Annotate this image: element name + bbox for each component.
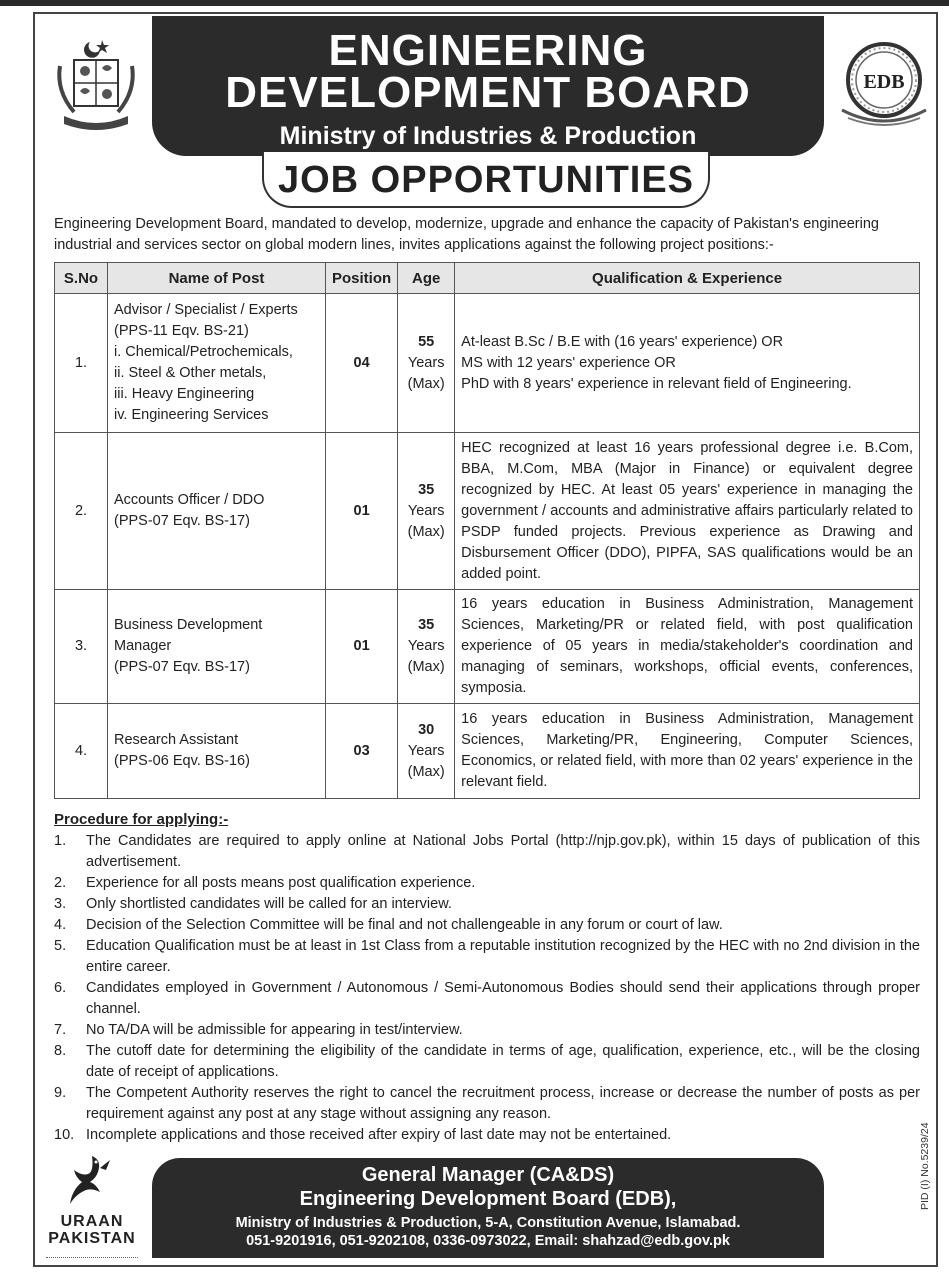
row-post bbox=[108, 704, 326, 799]
age-unit: Years bbox=[407, 742, 445, 759]
age-max: (Max) bbox=[407, 763, 445, 780]
list-item: 6. Candidates employed in Government / Autonomous / Semi-Autonomous Bodies should send their applications through proper channel. bbox=[54, 980, 920, 1017]
age-max: (Max) bbox=[407, 523, 445, 540]
row-post bbox=[108, 294, 326, 433]
post-line: iv. Engineering Services bbox=[114, 407, 269, 423]
footer-organization: Engineering Development Board (EDB), bbox=[299, 1188, 677, 1210]
row-post bbox=[108, 433, 326, 590]
table-row bbox=[55, 433, 920, 590]
row-position: 01 bbox=[326, 590, 398, 704]
list-item: 4. Decision of the Selection Committee will be final and not challengeable in any forum or court of law. bbox=[54, 917, 723, 933]
page-title: ENGINEERING DEVELOPMENT BOARD bbox=[225, 26, 751, 117]
qual-line: MS with 12 years' experience OR bbox=[461, 354, 676, 371]
table-row bbox=[55, 704, 920, 799]
post-line: Manager bbox=[114, 638, 172, 654]
table-header-row bbox=[55, 263, 920, 294]
col-qualification: Qualification & Experience bbox=[455, 263, 920, 294]
post-line: i. Chemical/Petrochemicals, bbox=[114, 344, 293, 360]
age-unit: Years bbox=[407, 502, 445, 519]
post-line: Accounts Officer / DDO bbox=[114, 492, 265, 508]
uraan-pakistan-logo bbox=[38, 1150, 146, 1258]
uraan-text: URAAN bbox=[60, 1213, 124, 1230]
post-line: (PPS-11 Eqv. BS-21) bbox=[114, 323, 249, 339]
procedure-heading: Procedure for applying:- bbox=[54, 811, 229, 828]
banner-text: JOB OPPORTUNITIES bbox=[277, 159, 695, 201]
post-line: (PPS-07 Eqv. BS-17) bbox=[114, 513, 250, 529]
footer-phone-email: 051-9201916, 051-9202108, 0336-0973022, Email: shahzad@edb.gov.pk bbox=[246, 1233, 730, 1249]
row-sno: 2. bbox=[55, 433, 108, 590]
row-sno: 4. bbox=[55, 704, 108, 799]
row-position: 03 bbox=[326, 704, 398, 799]
list-item: 8. The cutoff date for determining the eligibility of the candidate in terms of age, qualification, experience, etc., will be the closing date of receipt of applications. bbox=[54, 1043, 920, 1080]
urdu-tagline bbox=[46, 1251, 138, 1258]
post-line: Research Assistant bbox=[114, 732, 239, 748]
age-value: 35 bbox=[418, 617, 435, 633]
age-max: (Max) bbox=[407, 659, 445, 675]
age-unit: Years bbox=[407, 354, 445, 371]
pid-number: PID (I) No.5239/24 bbox=[919, 1122, 931, 1210]
post-line: ii. Steel & Other metals, bbox=[114, 365, 267, 381]
footer-banner bbox=[152, 1158, 824, 1258]
edb-logo-text: EDB bbox=[863, 71, 905, 93]
top-border bbox=[0, 0, 949, 6]
row-age bbox=[398, 294, 455, 433]
list-item: 7. No TA/DA will be admissible for appearing in test/interview. bbox=[54, 1022, 463, 1038]
col-post: Name of Post bbox=[108, 263, 326, 294]
pakistan-text: PAKISTAN bbox=[48, 1230, 136, 1247]
list-item: 9. The Competent Authority reserves the right to cancel the recruitment process, increase or decrease the number of posts as per requirement against any post at any stage without assigning any reason. bbox=[54, 1085, 920, 1122]
post-line: Business Development bbox=[114, 617, 263, 633]
post-line: (PPS-06 Eqv. BS-16) bbox=[114, 753, 250, 769]
ministry-subtitle: Ministry of Industries & Production bbox=[279, 122, 697, 150]
row-age bbox=[398, 433, 455, 590]
table-row bbox=[55, 590, 920, 704]
bird-icon bbox=[62, 1150, 122, 1208]
row-post bbox=[108, 590, 326, 704]
qual-line: PhD with 8 years' experience in relevant field of Engineering. bbox=[461, 375, 852, 392]
list-item: 10. Incomplete applications and those received after expiry of last date may not be entertained. bbox=[54, 1127, 672, 1143]
positions-table bbox=[54, 262, 920, 799]
age-value: 35 bbox=[418, 481, 435, 498]
row-qualification: 16 years education in Business Administration, Management Sciences, Marketing/PR, Engineering, Computer Sciences, Economics, or related field, with more than 02 years' experience in the relevant field. bbox=[455, 704, 920, 799]
row-qualification: 16 years education in Business Administration, Management Sciences, Marketing/PR or related field, with post qualification experience of 05 years in media/stakeholder's coordination and managing of seminars, workshops, official events, conferences, symposia. bbox=[455, 590, 920, 704]
col-age: Age bbox=[398, 263, 455, 294]
list-item: 5. Education Qualification must be at least in 1st Class from a reputable institution recognized by the HEC with no 2nd division in the entire career. bbox=[54, 938, 920, 975]
qual-line: At-least B.Sc / B.E with (16 years' experience) OR bbox=[461, 333, 784, 350]
age-unit: Years bbox=[407, 638, 445, 654]
row-position: 04 bbox=[326, 294, 398, 433]
post-line: Advisor / Specialist / Experts bbox=[114, 302, 298, 318]
col-sno: S.No bbox=[55, 263, 108, 294]
list-item: 3. Only shortlisted candidates will be called for an interview. bbox=[54, 896, 452, 912]
row-age bbox=[398, 590, 455, 704]
footer-address: Ministry of Industries & Production, 5-A, Constitution Avenue, Islamabad. bbox=[235, 1215, 741, 1231]
age-value: 55 bbox=[418, 333, 435, 350]
age-value: 30 bbox=[418, 721, 435, 738]
row-qualification bbox=[455, 294, 920, 433]
age-max: (Max) bbox=[407, 375, 445, 392]
job-opportunities-banner bbox=[262, 152, 710, 208]
government-emblem-icon bbox=[50, 36, 142, 132]
col-position: Position bbox=[326, 263, 398, 294]
row-qualification: HEC recognized at least 16 years professional degree i.e. B.Com, BBA, M.Com, MBA (Major in Finance) or equivalent degree recognized by HEC. At least 05 years' experience in managing the government / accounts and administrative affairs particularly related to PSDP funded projects. Previous experience as Drawing and Disbursement Officer (DDO), PIPFA, SAS qualifications would be an added point. bbox=[455, 433, 920, 590]
footer-contact-title: General Manager (CA&DS) bbox=[361, 1164, 615, 1186]
row-age bbox=[398, 704, 455, 799]
post-line: (PPS-07 Eqv. BS-17) bbox=[114, 659, 250, 675]
list-item: 2. Experience for all posts means post qualification experience. bbox=[54, 875, 476, 891]
procedure-list bbox=[54, 831, 920, 1146]
edb-logo-icon bbox=[836, 40, 932, 130]
intro-paragraph: Engineering Development Board, mandated to develop, modernize, upgrade and enhance the capacity of Pakistan's engineering industrial and services sector on global modern lines, invites applications against the following project positions:- bbox=[54, 216, 879, 253]
row-sno: 3. bbox=[55, 590, 108, 704]
post-line: iii. Heavy Engineering bbox=[114, 386, 255, 402]
row-position: 01 bbox=[326, 433, 398, 590]
header-banner bbox=[152, 16, 824, 156]
list-item: 1. The Candidates are required to apply online at National Jobs Portal (http://njp.gov.pk), within 15 days of publication of this advertisement. bbox=[54, 833, 920, 870]
table-row bbox=[55, 294, 920, 433]
row-sno: 1. bbox=[55, 294, 108, 433]
